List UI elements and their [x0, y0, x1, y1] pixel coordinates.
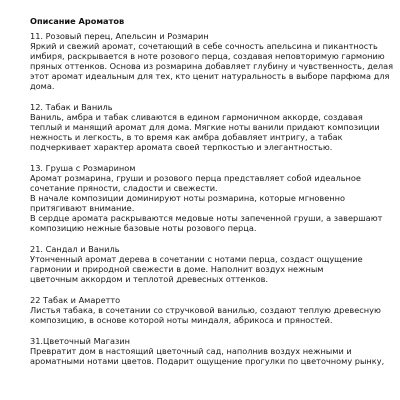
- paragraph-line: Листья табака, в сочетании со стручковой ванилью, создают теплую древесную: [30, 305, 381, 315]
- section-11: [30, 31, 392, 91]
- document-page: [30, 16, 392, 377]
- paragraph-line: этот аромат идеальным для тех, кто ценит натуральность в выборе парфюма для: [30, 71, 390, 81]
- section-heading: 13. Груша с Розмарином: [30, 163, 136, 173]
- paragraph-line: подчеркивает характер аромата своей терпкостью и элегантностью.: [30, 142, 333, 152]
- section-22: [30, 295, 392, 325]
- paragraph-line: Яркий и свежий аромат, сочетающий в себе сочность апельсина и пикантность: [30, 41, 378, 51]
- paragraph-line: нежность и легкость, в то время как амбра добавляет интригу, а табак: [30, 132, 343, 142]
- paragraph-line: композицию нежные базовые ноты розового перца.: [30, 223, 257, 233]
- paragraph-line: В начале композиции доминируют ноты розмарина, которые мгновенно: [30, 193, 345, 203]
- paragraph-line: Превратит дом в настоящий цветочный сад, наполнив воздух нежными и: [30, 346, 352, 356]
- section-heading: 11. Розовый перец, Апельсин и Розмарин: [30, 31, 209, 41]
- section-heading: 21. Сандал и Ваниль: [30, 244, 120, 254]
- paragraph-line: Аромат розмарина, груши и розового перца представляет собой идеальное: [30, 173, 361, 183]
- paragraph-line: Утонченный аромат дерева в сочетании с нотами перца, создаст ощущение: [30, 254, 363, 264]
- paragraph-line: притягивают внимание.: [30, 203, 135, 213]
- paragraph-line: теплый и манящий аромат для дома. Мягкие ноты ванили придают композиции: [30, 122, 380, 132]
- paragraph-line: ароматными нотами цветов. Подарит ощущение прогулки по цветочному рынку,: [30, 356, 385, 366]
- section-21: [30, 244, 392, 284]
- document-title: Описание Ароматов: [30, 16, 125, 26]
- section-31: [30, 336, 392, 366]
- paragraph-line: дома.: [30, 81, 55, 91]
- paragraph-line: пряных оттенков. Основа из розмарина добавляет глубину и чувственность, делая: [30, 61, 394, 71]
- paragraph-line: имбиря, раскрывается в ноте розового перца, создавая неповторимую гармонию: [30, 51, 385, 61]
- paragraph-line: цветочным аккордом и теплотой древесных оттенков.: [30, 274, 269, 284]
- section-heading: 31.Цветочный Магазин: [30, 336, 131, 346]
- section-13: [30, 163, 392, 233]
- paragraph-line: композицию, в основе которой ноты миндаля, абрикоса и пряностей.: [30, 315, 333, 325]
- section-12: [30, 102, 392, 152]
- paragraph-line: В сердце аромата раскрываются медовые ноты запеченной груши, а завершают: [30, 213, 383, 223]
- paragraph-line: сочетание пряности, сладости и свежести.: [30, 183, 218, 193]
- paragraph-line: гармонии и природной свежести в доме. Наполнит воздух нежным: [30, 264, 324, 274]
- section-heading: 12. Табак и Ваниль: [30, 102, 113, 112]
- section-heading: 22 Табак и Амаретто: [30, 295, 121, 305]
- paragraph-line: Ваниль, амбра и табак сливаются в едином гармоничном аккорде, создавая: [30, 112, 363, 122]
